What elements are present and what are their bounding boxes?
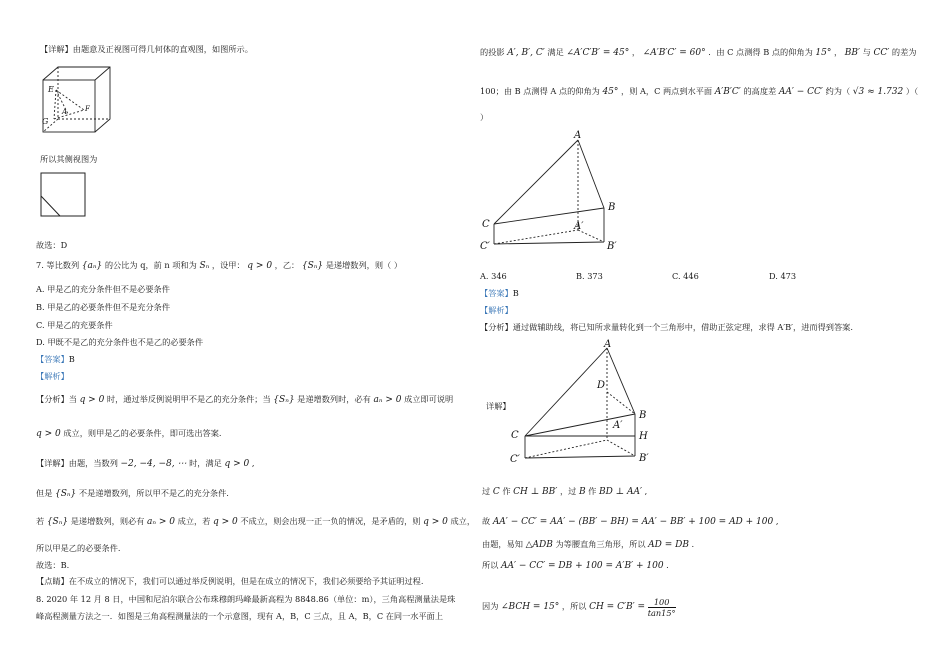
fig2-label-b: B (639, 410, 647, 421)
side-view-note: 所以其侧视图为 (40, 154, 98, 164)
choice-d: D. 473 (769, 271, 797, 281)
choice-c: C. 446 (672, 271, 699, 281)
answer-d: 故选：D (36, 240, 68, 250)
question-8-line-1: 8. 2020 年 12 月 8 日，中国和尼泊尔联合公布珠穆朗玛峰最新高程为 8848.86（单位：m），三角高程测量法是珠 (36, 594, 456, 604)
detail-line-2: 但是 {Sₙ} 不是递增数列，所以甲不是乙的充分条件. (36, 488, 229, 499)
option-b: B. 甲是乙的必要条件但不是充分条件 (36, 302, 171, 312)
fig2-label-a: A (604, 339, 612, 350)
triangulation-figure-2 (505, 340, 655, 466)
solution-line-3: 由题，易知 △ADB 为等腰直角三角形，所以 AD = DB . (482, 539, 695, 550)
triangulation-figure-1 (480, 128, 630, 256)
fig2-label-c-prime: C′ (510, 454, 520, 465)
choose-b: 故选：B. (36, 560, 70, 570)
fraction-100-over-tan15: $\frac{100}{\tan 15^\circ}$ (647, 596, 676, 618)
choice-b: B. 373 (576, 271, 603, 281)
cube-figure (38, 64, 118, 136)
option-a: A. 甲是乙的充分条件但不是必要条件 (36, 284, 170, 294)
fig1-label-c: C (482, 219, 490, 230)
detail-paragraph: 【详解】由题意及正视图可得几何体的直观图，如图所示。 (40, 44, 253, 54)
option-d: D. 甲既不是乙的充分条件也不是乙的必要条件 (36, 337, 204, 347)
fig2-label-h: H (639, 431, 648, 442)
solution-line-5: 因为 ∠BCH = 15° ，所以 CH = C′B′ = $\frac{100}{\tan 15^\circ}$ (482, 596, 676, 618)
q8-detail-tag: 详解】 (486, 401, 511, 411)
cube-label-f: F (85, 105, 90, 113)
fig1-label-a-prime: A′ (574, 221, 584, 232)
question-8-line-2: 峰高程测量方法之一．如图是三角高程测量法的一个示意图，现有 A，B，C 三点，且 A，B，C 在同一水平面上 (36, 611, 444, 621)
cube-label-a: A (62, 108, 68, 116)
fig2-label-b-prime: B′ (639, 453, 649, 464)
analysis-tag: 【解析】 (36, 371, 69, 381)
fig1-label-a: A (574, 130, 582, 141)
q8-analysis-tag: 【解析】 (480, 305, 513, 315)
analysis-line-2: q > 0 成立，则甲是乙的必要条件，即可选出答案. (36, 428, 222, 439)
detail-line-3: 若 {Sₙ} 是递增数列，则必有 aₙ > 0 成立，若 q > 0 不成立，则会出现一正一负的情况，是矛盾的，则 q > 0 成立， (36, 516, 476, 527)
solution-line-1: 过 C 作 CH ⊥ BB′ ，过 B 作 BD ⊥ AA′ , (482, 486, 648, 497)
detail-line-1: 【详解】由题，当数列 −2, −4, −8, ⋯ 时，满足 q > 0 , (36, 458, 255, 469)
dianjing-note: 【点睛】在不成立的情况下，我们可以通过举反例说明，但是在成立的情况下，我们必须要给予其证明过程. (36, 576, 424, 586)
detail-conclusion: 所以甲是乙的必要条件. (36, 543, 121, 553)
solution-line-4: 所以 AA′ − CC′ = DB + 100 = A′B′ + 100 . (482, 560, 669, 571)
q8-para-line-3: ） (480, 112, 489, 122)
fig1-label-b: B (608, 202, 616, 213)
q8-fenxi: 【分析】通过做辅助线，将已知所求量转化到一个三角形中，借助正弦定理，求得 A′B′，进而得到答案. (480, 322, 853, 332)
q8-para-line-2: 100；由 B 点测得 A 点的仰角为 45° ，则 A，C 两点到水平面 A′B′C′ 的高度差 AA′ − CC′ 约为（ √3 ≈ 1.732 ）（ (480, 86, 919, 97)
fig2-label-c: C (511, 430, 519, 441)
analysis-line-1: 【分析】当 q > 0 时，通过举反例说明甲不是乙的充分条件；当 {Sₙ} 是递增数列时，必有 aₙ > 0 成立即可说明 (36, 394, 454, 405)
fig1-label-b-prime: B′ (607, 241, 617, 252)
cube-label-g: G (42, 117, 49, 126)
cube-label-e: E (48, 85, 54, 94)
fig2-label-d: D (597, 380, 606, 391)
choice-a: A. 346 (480, 271, 507, 281)
option-c: C. 甲是乙的充要条件 (36, 320, 113, 330)
solution-line-2: 故 AA′ − CC′ = AA′ − (BB′ − BH) = AA′ − BB′ + 100 = AD + 100 , (482, 516, 779, 527)
q8-para-line-1: 的投影 A′, B′, C′ 满足 ∠A′C′B′ = 45° ， ∠A′B′C′ = 60° ．由 C 点测得 B 点的仰角为 15° ， BB′ 与 CC′ 的差为 (480, 47, 917, 58)
side-view-figure (40, 172, 88, 218)
answer-line: 【答案】B (36, 354, 75, 364)
q8-answer: 【答案】B (480, 288, 519, 298)
fig2-label-a-prime: A′ (613, 420, 623, 431)
question-7-stem: 7. 等比数列 {aₙ} 的公比为 q，前 n 项和为 Sₙ ，设甲： q > 0 ，乙： {Sₙ} 是递增数列，则（ ） (36, 260, 403, 271)
fig1-label-c-prime: C′ (480, 241, 490, 252)
